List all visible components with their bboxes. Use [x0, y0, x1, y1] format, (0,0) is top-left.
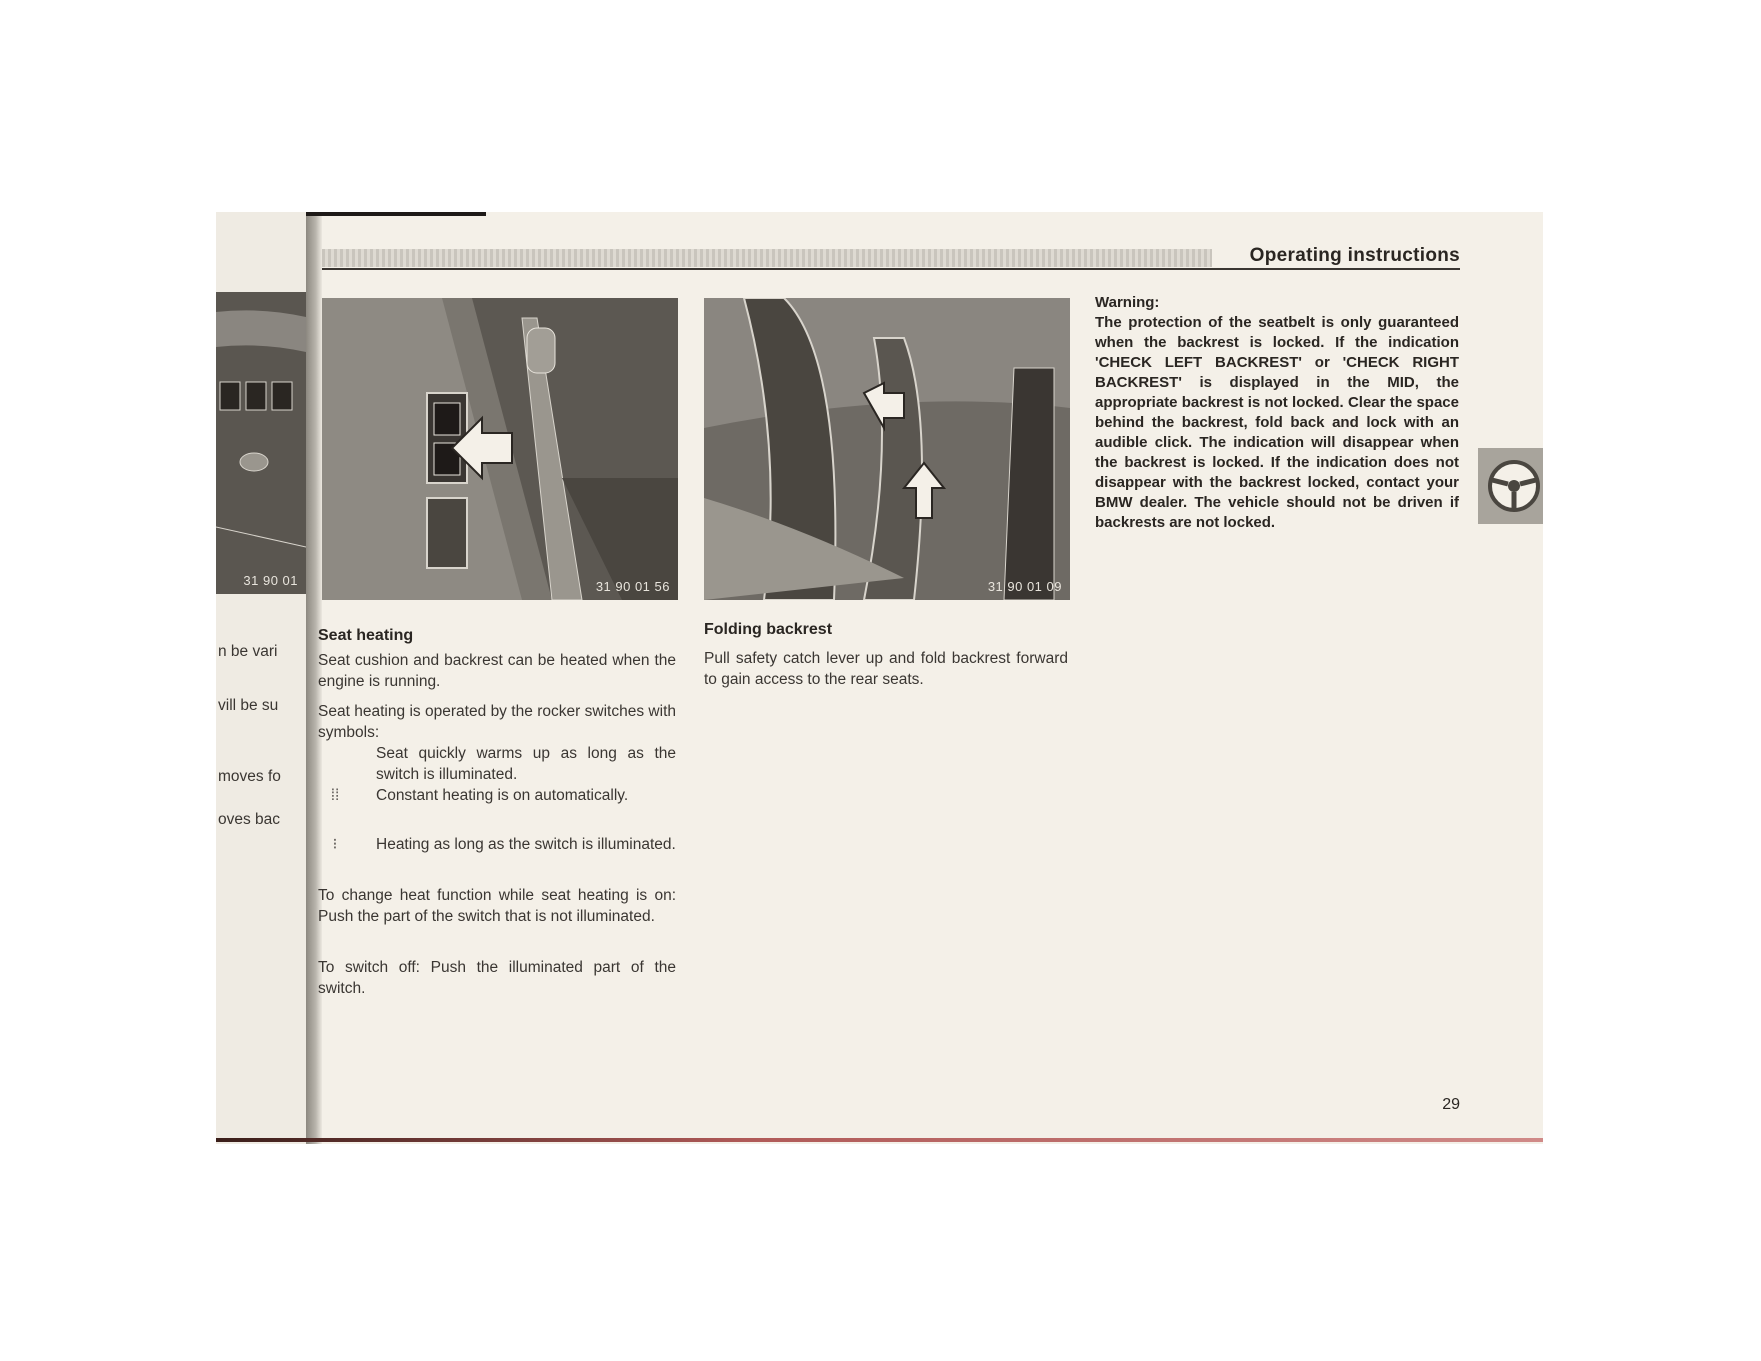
- cut-line: moves fo: [218, 768, 281, 785]
- switch-symbol-row: [318, 743, 676, 785]
- chapter-thumb-tab: [1478, 448, 1543, 524]
- figure-number: 31 90 01 56: [595, 579, 670, 594]
- switch-symbol-row: [318, 785, 676, 806]
- seat-heating-figure: [322, 298, 678, 600]
- page-top-edge: [306, 212, 486, 216]
- constant-heat-icon: ⁞⁞: [330, 787, 340, 804]
- warning-title: Warning:: [1095, 294, 1160, 311]
- seat-heating-paragraph: To switch off: Push the illuminated part of the switch.: [318, 959, 676, 997]
- seat-heating-paragraph: Seat heating is operated by the rocker switches with symbols:: [318, 703, 676, 741]
- switch-symbol-text: Constant heating is on automatically.: [376, 787, 629, 804]
- folding-backrest-figure: [704, 298, 1070, 600]
- previous-page-figure: [216, 292, 306, 594]
- manual-heat-icon: ⁝: [332, 836, 338, 853]
- switch-symbol-row: [318, 834, 676, 855]
- page-bottom-edge: [216, 1138, 1543, 1142]
- seat-heating-switch-illustration: [322, 298, 678, 600]
- warning-block: [1095, 293, 1459, 533]
- section-title: Operating instructions: [1249, 245, 1460, 266]
- folding-backrest-paragraph: Pull safety catch lever up and fold backrest forward to gain access to the rear seats.: [704, 650, 1068, 688]
- switch-symbol-text: Seat quickly warms up as long as the switch is illuminated.: [376, 745, 676, 783]
- warning-text: The protection of the seatbelt is only guaranteed when the backrest is locked. If the indication 'CHECK LEFT BACKREST' or 'CHECK RIGHT BACKREST' is displayed in the MID, the appropriate backrest is not locked. Clear the space behind the backrest, fold back and lock with an audible click. The indication will disappear when the backrest is locked. If the indication does not disappear with the backrest locked, contact your BMW dealer. The vehicle should not be driven if backrests are not locked.: [1095, 314, 1459, 531]
- header-pattern-bar: [322, 249, 1212, 267]
- folding-backrest-heading: Folding backrest: [704, 621, 833, 638]
- cut-line: vill be su: [218, 697, 279, 714]
- cut-line: n be vari: [218, 643, 278, 660]
- backrest-lever-illustration: [704, 298, 1070, 600]
- cut-line: oves bac: [218, 811, 281, 828]
- header-rule: [322, 268, 1460, 270]
- switch-symbol-text: Heating as long as the switch is illuminated.: [376, 836, 676, 853]
- figure-number: 31 90 01 09: [987, 579, 1062, 594]
- dashboard-illustration: [216, 292, 306, 594]
- steering-wheel-icon: [1478, 448, 1543, 524]
- figure-number: 31 90 01: [243, 573, 298, 588]
- page-number: 29: [1442, 1096, 1460, 1113]
- seat-heating-paragraph: Seat cushion and backrest can be heated when the engine is running.: [318, 652, 676, 690]
- seat-heating-heading: Seat heating: [318, 627, 414, 644]
- seat-heating-paragraph: To change heat function while seat heating is on: Push the part of the switch that is not illuminated.: [318, 887, 676, 925]
